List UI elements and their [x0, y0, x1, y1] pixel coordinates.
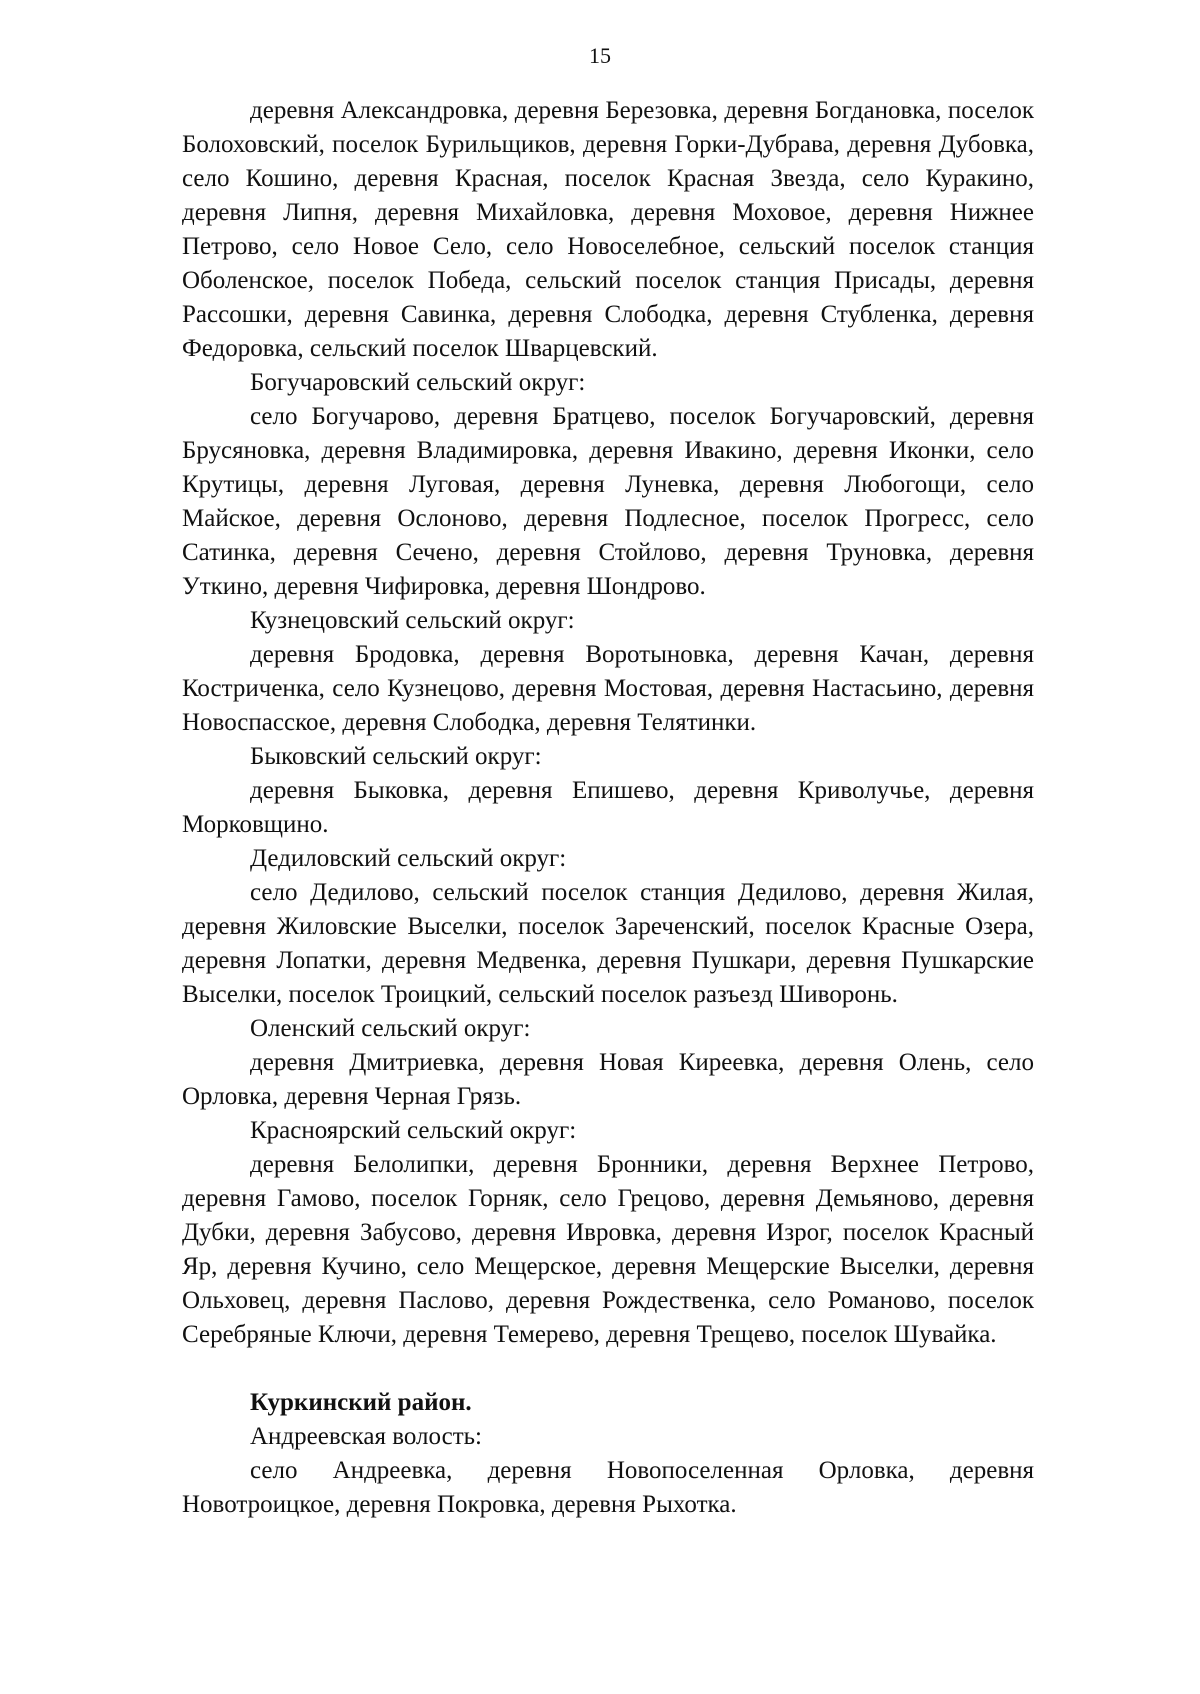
settlement-list-paragraph: деревня Бродовка, деревня Воротыновка, деревня Качан, деревня Костриченка, село Кузнецово, деревня Мостовая, деревня Настасьино, деревня Новоспасское, деревня Слободка, деревня Телятинки. — [182, 641, 1034, 736]
page-number: 15 — [589, 43, 611, 68]
okrug-heading: Быковский сельский округ: — [250, 743, 542, 770]
settlement-list-paragraph: деревня Белолипки, деревня Бронники, деревня Верхнее Петрово, деревня Гамово, поселок Горняк, село Грецово, деревня Демьяново, деревня Дубки, деревня Забусово, деревня Ивровка, деревня Изрог, поселок Красный Яр, деревня Кучино, село Мещерское, деревня Мещерские Выселки, деревня Ольховец, деревня Паслово, деревня Рождественка, село Романово, поселок Серебряные Ключи, деревня Темерево, деревня Трещево, поселок Шувайка. — [182, 1151, 1034, 1348]
okrug-heading: Дедиловский сельский округ: — [250, 845, 567, 872]
district-title: Куркинский район. — [250, 1389, 472, 1416]
okrug-heading: Красноярский сельский округ: — [250, 1117, 577, 1144]
settlement-list-paragraph: деревня Александровка, деревня Березовка, деревня Богдановка, поселок Болоховский, поселок Бурильщиков, деревня Горки-Дубрава, деревня Дубовка, село Кошино, деревня Красная, поселок Красная Звезда, село Куракино, деревня Липня, деревня Михайловка, деревня Моховое, деревня Нижнее Петрово, село Новое Село, село Новоселебное, сельский поселок станция Оболенское, поселок Победа, сельский поселок станция Присады, деревня Рассошки, деревня Савинка, деревня Слободка, деревня Стубленка, деревня Федоровка, сельский поселок Шварцевский. — [182, 97, 1034, 362]
settlement-list-paragraph: село Богучарово, деревня Братцево, поселок Богучаровский, деревня Брусяновка, деревня Владимировка, деревня Ивакино, деревня Иконки, село Крутицы, деревня Луговая, деревня Луневка, деревня Любогощи, село Майское, деревня Ослоново, деревня Подлесное, поселок Прогресс, село Сатинка, деревня Сечено, деревня Стойлово, деревня Труновка, деревня Уткино, деревня Чифировка, деревня Шондрово. — [182, 403, 1034, 600]
volost-heading: Андреевская волость: — [250, 1423, 482, 1450]
okrug-heading: Оленский сельский округ: — [250, 1015, 531, 1042]
okrug-heading: Кузнецовский сельский округ: — [250, 607, 575, 634]
document-body — [182, 94, 1034, 1522]
settlement-list-paragraph: село Дедилово, сельский поселок станция Дедилово, деревня Жилая, деревня Жиловские Выселки, поселок Зареченский, поселок Красные Озера, деревня Лопатки, деревня Медвенка, деревня Пушкари, деревня Пушкарские Выселки, поселок Троицкий, сельский поселок разъезд Шиворонь. — [182, 879, 1034, 1008]
settlement-list-paragraph: деревня Быковка, деревня Епишево, деревня Криволучье, деревня Морковщино. — [182, 777, 1034, 838]
settlement-list-paragraph: село Андреевка, деревня Новопоселенная Орловка, деревня Новотроицкое, деревня Покровка, деревня Рыхотка. — [182, 1457, 1034, 1518]
settlement-list-paragraph: деревня Дмитриевка, деревня Новая Киреевка, деревня Олень, село Орловка, деревня Черная Грязь. — [182, 1049, 1034, 1110]
okrug-heading: Богучаровский сельский округ: — [250, 369, 586, 396]
